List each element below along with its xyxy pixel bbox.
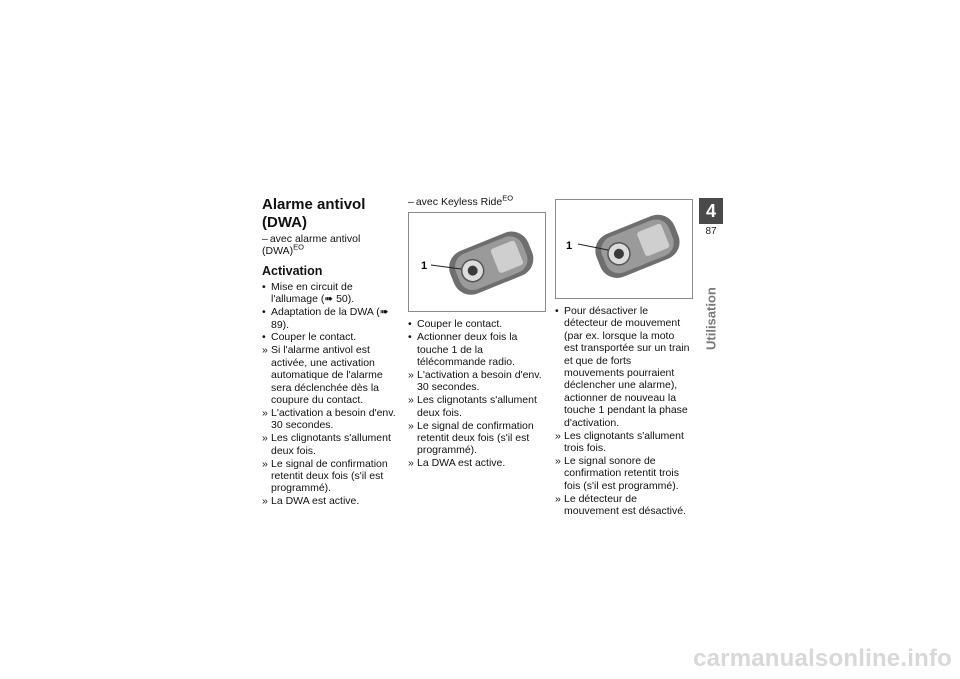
list-item-text: Adaptation de la DWA (➠ 89). xyxy=(271,306,389,331)
remote-key-illustration xyxy=(556,200,692,298)
option-dash: – xyxy=(408,196,414,208)
bullet-marker: • xyxy=(262,280,266,293)
bullet-marker: • xyxy=(262,331,266,344)
result-marker: » xyxy=(555,454,561,467)
list-item-text: Si l'alarme antivol est activée, une activation automatique de l'alarme sera déclenchée dès la coupure du contact. xyxy=(271,344,383,406)
remote-key-figure xyxy=(408,212,546,312)
list-item-text: Le signal de confirmation retentit deux fois (s'il est programmé). xyxy=(271,457,388,495)
list-item xyxy=(262,281,402,306)
bullet-marker: • xyxy=(408,318,412,331)
instruction-list xyxy=(555,305,691,517)
bullet-marker: • xyxy=(555,305,559,317)
list-item xyxy=(408,369,548,394)
result-marker: » xyxy=(408,457,414,470)
result-marker: » xyxy=(262,457,268,470)
list-item-text: Les clignotants s'allument trois fois. xyxy=(564,429,684,454)
list-item xyxy=(262,458,402,495)
option-code: EO xyxy=(502,193,514,203)
result-marker: » xyxy=(408,419,414,432)
list-item-text: Couper le contact. xyxy=(417,318,503,331)
instruction-list xyxy=(262,281,402,508)
remote-key-figure xyxy=(555,199,693,299)
list-item-text: Pour désactiver le détecteur de mouvement (par ex. lorsque la moto est transportée sur un train et que de forts mouvements pourraient déclencher une alarme), actionner de nouveau la touche 1 pendant la phase d'activation. xyxy=(564,305,690,429)
list-item-text: Le signal sonore de confirmation retentit trois fois (s'il est programmé). xyxy=(564,454,679,492)
figure-callout: 1 xyxy=(421,260,428,273)
result-marker: » xyxy=(262,495,268,508)
column-2 xyxy=(408,193,548,470)
list-item-text: La DWA est active. xyxy=(417,457,506,470)
option-note xyxy=(262,233,402,258)
list-item xyxy=(408,331,548,368)
result-marker: » xyxy=(408,394,414,407)
chapter-number: 4 xyxy=(699,198,723,224)
list-item-text: Le signal de confirmation retentit deux fois (s'il est programmé). xyxy=(417,419,534,457)
chapter-label: Utilisation xyxy=(703,287,719,350)
result-marker: » xyxy=(262,406,268,419)
list-item xyxy=(408,420,548,457)
list-item xyxy=(555,430,691,455)
list-item-text: La DWA est active. xyxy=(271,495,360,508)
list-item xyxy=(408,457,548,469)
bullet-marker: • xyxy=(262,306,266,319)
result-marker: » xyxy=(408,369,414,382)
result-marker: » xyxy=(262,344,268,357)
figure-callout: 1 xyxy=(566,240,573,252)
list-item xyxy=(262,407,402,432)
option-code: EO xyxy=(293,242,304,252)
list-item xyxy=(408,394,548,419)
list-item xyxy=(262,495,402,507)
watermark: carmanualsonline.info xyxy=(693,645,952,672)
list-item-text: Les clignotants s'allument deux fois. xyxy=(271,432,391,457)
list-item xyxy=(262,306,402,331)
list-item-text: Couper le contact. xyxy=(271,331,357,344)
list-item-text: Mise en circuit de l'allumage (➠ 50). xyxy=(271,280,355,306)
list-item xyxy=(408,318,548,330)
list-item-text: Les clignotants s'allument deux fois. xyxy=(417,394,537,419)
column-1 xyxy=(262,196,402,508)
section-heading: Activation xyxy=(262,263,323,278)
bullet-marker: • xyxy=(408,331,412,344)
list-item-text: Le détecteur de mouvement est désactivé. xyxy=(564,492,686,517)
result-marker: » xyxy=(262,432,268,445)
list-item xyxy=(555,455,691,492)
list-item xyxy=(262,331,402,343)
result-marker: » xyxy=(555,429,561,442)
list-item xyxy=(555,493,691,518)
option-dash: – xyxy=(262,233,268,245)
page-number: 87 xyxy=(705,226,717,237)
remote-key-illustration xyxy=(409,213,545,311)
list-item-text: Actionner deux fois la touche 1 de la télécommande radio. xyxy=(417,331,518,369)
option-note-text: avec Keyless Ride xyxy=(415,196,503,208)
page-title: Alarme antivol (DWA) xyxy=(262,196,366,231)
instruction-list xyxy=(408,318,548,469)
list-item xyxy=(262,344,402,406)
option-note-text: avec alarme antivol (DWA) xyxy=(262,233,361,258)
list-item xyxy=(262,432,402,457)
chapter-marker xyxy=(699,198,723,237)
list-item-text: L'activation a besoin d'env. 30 secondes. xyxy=(271,406,396,432)
list-item-text: L'activation a besoin d'env. 30 secondes. xyxy=(417,369,542,394)
option-note xyxy=(408,193,548,208)
list-item xyxy=(555,305,691,429)
column-3 xyxy=(555,196,691,518)
result-marker: » xyxy=(555,492,561,505)
